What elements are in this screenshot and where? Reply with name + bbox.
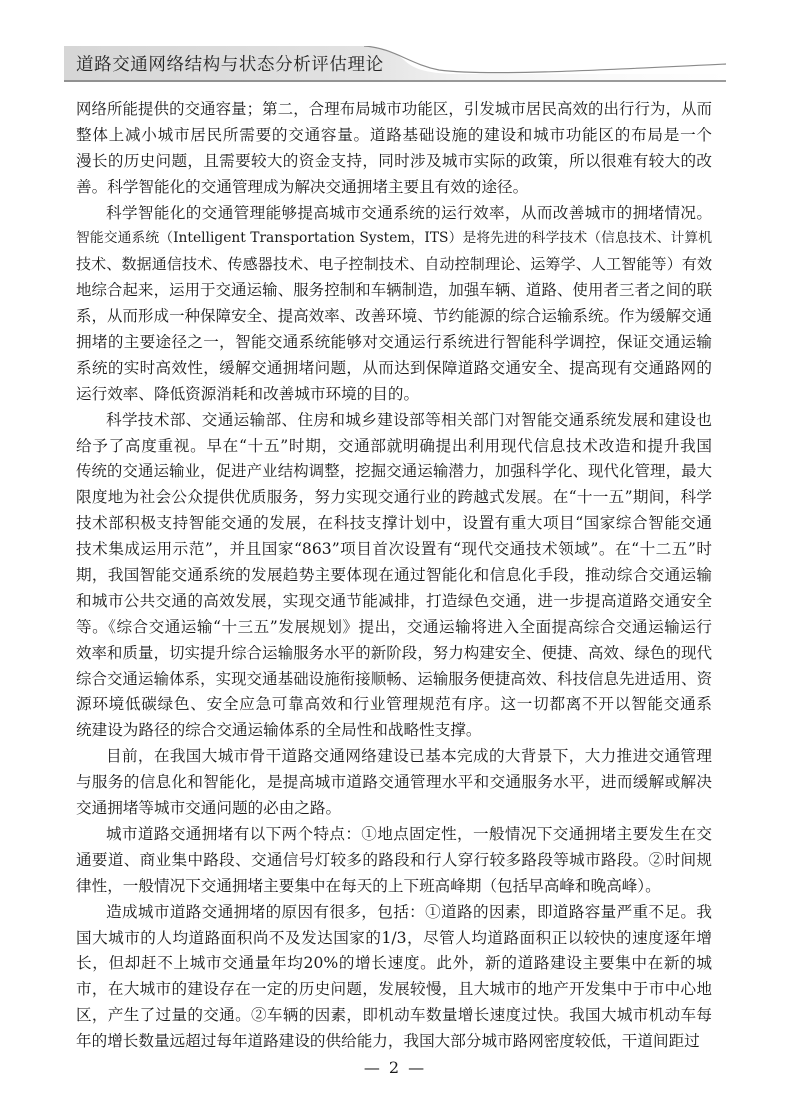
text-line: 源环境低碳绿色、安全应急可靠高效和行业管理规范有序。这一切都离不开以智能交通系 (76, 695, 712, 714)
running-header (64, 46, 726, 82)
body-text (76, 97, 712, 1055)
text-line: 拥堵的主要途径之一，智能交通系统能够对交通运行系统进行智能科学调控，保证交通运输 (76, 333, 712, 352)
text-line: 城市道路交通拥堵有以下两个特点：①地点固定性，一般情况下交通拥堵主要发生在交 (106, 824, 712, 843)
text-line: 区，产生了过量的交通。②车辆的因素，即机动车数量增长速度过快。我国大城市机动车每 (76, 1006, 712, 1025)
text-line: 善。科学智能化的交通管理成为解决交通拥堵主要且有效的途径。 (76, 177, 529, 196)
text-line: 技术、数据通信技术、传感器技术、电子控制技术、自动控制理论、运筹学、人工智能等）有效 (76, 255, 712, 274)
text-line: 智能交通系统（Intelligent Transportation System，ITS）是将先进的科学技术（信息技术、计算机 (76, 230, 712, 247)
text-line: 长，但却赶不上城市交通量年均20%的增长速度。此外，新的道路建设主要集中在新的城 (76, 954, 712, 973)
text-line: 技术部积极支持智能交通的发展，在科技支撑计划中，设置有重大项目“国家综合智能交通 (76, 514, 712, 533)
text-line: 与服务的信息化和智能化，是提高城市道路交通管理水平和交通服务水平，进而缓解或解决 (76, 773, 712, 792)
text-line: 漫长的历史问题，且需要较大的资金支持，同时涉及城市实际的政策，所以很难有较大的改 (76, 151, 712, 170)
text-line: 通要道、商业集中路段、交通信号灯较多的路段和行人穿行较多路段等城市路段。②时间规 (76, 850, 712, 869)
text-line: 系，从而形成一种保障安全、提高效率、改善环境、节约能源的综合运输系统。作为缓解交通 (76, 307, 712, 326)
header-title: 道路交通网络结构与状态分析评估理论 (76, 55, 384, 75)
text-line: 技术集成运用示范”，并且国家“863”项目首次设置有“现代交通技术领域”。在“十二五”时 (76, 540, 712, 559)
text-line: 运行效率、降低资源消耗和改善城市环境的目的。 (76, 384, 420, 403)
text-line: 年的增长数量远超过每年道路建设的供给能力，我国大部分城市路网密度较低，干道间距过 (76, 1032, 700, 1051)
text-line: 统建设为路径的综合交通运输体系的全局性和战略性支撑。 (76, 721, 482, 740)
text-line: 地综合起来，运用于交通运输、服务控制和车辆制造，加强车辆、道路、使用者三者之间的联 (76, 281, 712, 300)
text-line: 期，我国智能交通系统的发展趋势主要体现在通过智能化和信息化手段，推动综合交通运输 (76, 566, 712, 585)
text-line: 综合交通运输体系，实现交通基础设施衔接顺畅、运输服务便捷高效、科技信息先进适用、资 (76, 669, 712, 688)
text-line: 交通拥堵等城市交通问题的必由之路。 (76, 799, 342, 818)
text-line: 市，在大城市的建设存在一定的历史问题，发展较慢，且大城市的地产开发集中于市中心地 (76, 980, 712, 999)
paragraph (76, 822, 712, 900)
paragraph (76, 97, 712, 201)
paragraph (76, 900, 712, 1055)
text-line: 限度地为社会公众提供优质服务，努力实现交通行业的跨越式发展。在“十一五”期间，科学 (76, 488, 712, 507)
paragraph (76, 201, 712, 408)
text-line: 系统的实时高效性，缓解交通拥堵问题，从而达到保障道路交通安全、提高现有交通路网的 (76, 358, 712, 377)
text-line: 传统的交通运输业，促进产业结构调整，挖掘交通运输潜力，加强科学化、现代化管理，最大 (76, 462, 712, 481)
text-line: 国大城市的人均道路面积尚不及发达国家的1/3，尽管人均道路面积正以较快的速度逐年增 (76, 928, 712, 947)
text-line: 和城市公共交通的高效发展，实现交通节能减排，打造绿色交通，进一步提高道路交通安全 (76, 591, 712, 610)
text-line: 给予了高度重视。早在“十五”时期，交通部就明确提出利用现代信息技术改造和提升我国 (76, 436, 712, 455)
text-line: 等。《综合交通运输“十三五”发展规划》提出，交通运输将进入全面提高综合交通运输运行 (76, 617, 712, 636)
text-line: 科学智能化的交通管理能够提高城市交通系统的运行效率，从而改善城市的拥堵情况。 (106, 203, 712, 222)
text-line: 效率和质量，切实提升综合运输服务水平的新阶段，努力构建安全、便捷、高效、绿色的现代 (76, 643, 712, 662)
paragraph (76, 744, 712, 822)
text-line: 律性，一般情况下交通拥堵主要集中在每天的上下班高峰期（包括早高峰和晚高峰）。 (76, 876, 661, 895)
text-line: 网络所能提供的交通容量；第二，合理布局城市功能区，引发城市居民高效的出行行为，从而 (76, 100, 712, 118)
text-line: 造成城市道路交通拥堵的原因有很多，包括：①道路的因素，即道路容量严重不足。我 (106, 902, 712, 921)
paragraph (76, 408, 712, 745)
page-number: — 2 — (363, 1058, 427, 1077)
text-line: 科学技术部、交通运输部、住房和城乡建设部等相关部门对智能交通系统发展和建设也 (106, 410, 712, 429)
text-line: 目前，在我国大城市骨干道路交通网络建设已基本完成的大背景下，大力推进交通管理 (106, 747, 712, 766)
text-line: 整体上减小城市居民所需要的交通容量。道路基础设施的建设和城市功能区的布局是一个 (76, 125, 712, 144)
